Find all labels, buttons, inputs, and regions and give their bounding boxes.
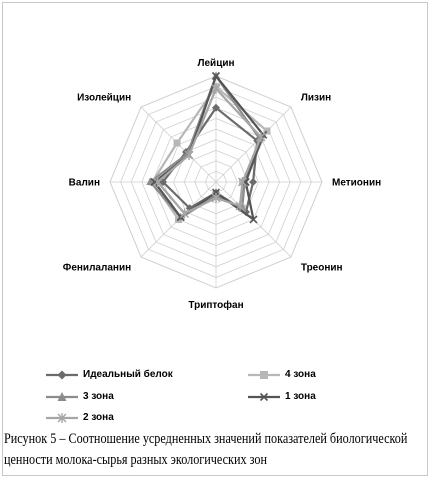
axis-label: Метионин	[332, 177, 382, 189]
data-point-square	[174, 140, 181, 147]
axis-label: Треонин	[300, 262, 343, 274]
data-point-diamond	[249, 178, 257, 186]
caption-line-2: ценности молока-сырья разных экологических зон	[4, 452, 267, 468]
legend-label: 3 зона	[83, 391, 114, 402]
axis-label: Лизин	[300, 92, 332, 104]
axis-label: Лейцин	[197, 58, 235, 69]
legend-label: Идеальный белок	[83, 369, 173, 380]
axis-label: Фенилаланин	[62, 262, 132, 274]
figure-caption	[4, 429, 424, 471]
axis-label: Изолейцин	[77, 92, 132, 104]
caption-line-1: Рисунок 5 – Соотношение усредненных значений показателей биологической	[4, 431, 408, 447]
axis-label: Триптофан	[188, 300, 244, 311]
legend-label: 1 зона	[285, 391, 316, 402]
axis-label: Валин	[68, 177, 100, 189]
legend-label: 4 зона	[285, 369, 316, 380]
legend-label: 2 зона	[83, 412, 114, 423]
